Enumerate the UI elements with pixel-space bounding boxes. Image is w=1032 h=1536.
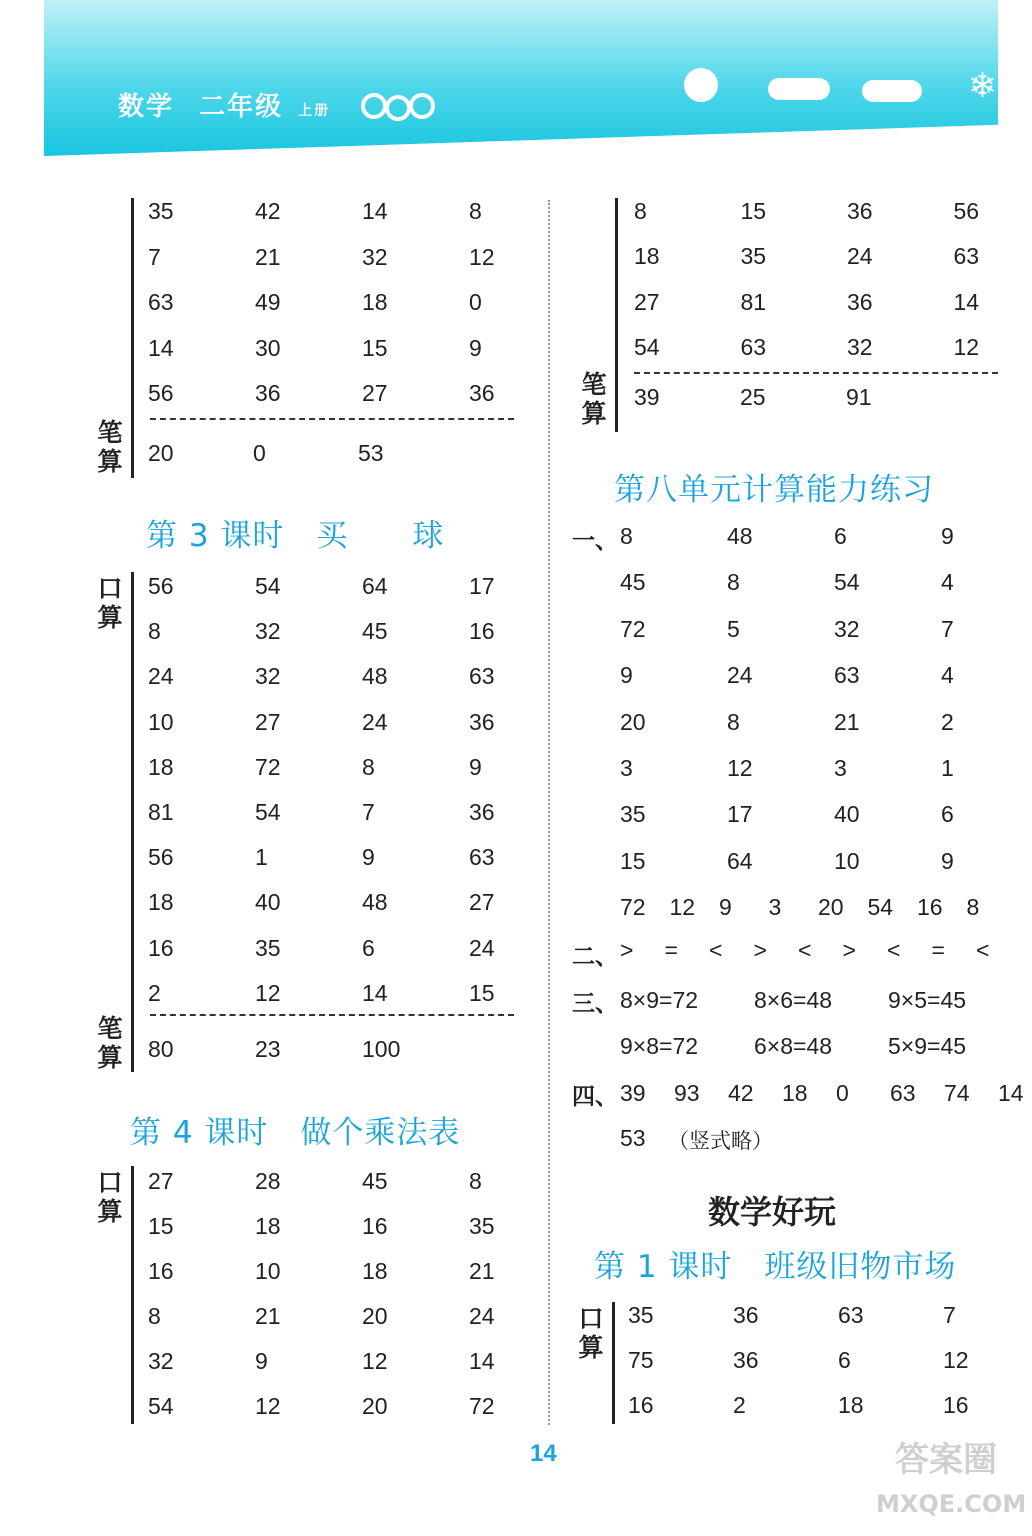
answer-value: 81 [740,288,767,315]
answer-value: = [931,937,945,963]
answer-value: 56 [148,844,174,871]
answer-value: 54 [255,799,281,825]
answer-value: 36 [469,799,495,825]
answer-value: 32 [834,615,860,642]
answer-value: 10 [255,1258,281,1284]
rings-icon [360,88,436,124]
answer-value: 6×8=48 [754,1033,833,1059]
answer-value: 8 [727,708,740,735]
book-title [118,86,330,123]
answer-value: 32 [255,618,281,645]
answer-value: 45 [362,1168,388,1194]
answer-value: 24 [469,934,495,961]
answer-value: 63 [953,243,980,270]
answer-value: 36 [733,1347,759,1373]
answer-value: 16 [148,934,174,961]
answer-value: 12 [255,979,281,1006]
header-banner [44,0,998,156]
answer-value: 20 [362,1393,388,1419]
answer-value: 75 [628,1347,654,1373]
answer-value: 8 [148,1303,161,1329]
answer-value: 21 [834,708,860,735]
answer-value: 35 [740,243,767,270]
mental-label: 口 算 [97,1168,123,1226]
answer-value: 16 [469,618,495,645]
answer-value: 80 [148,1036,174,1062]
answer-value: 27 [634,288,660,315]
part4-note: （竖式略） [668,1130,773,1153]
answer-value: 16 [628,1392,654,1418]
answer-value: 35 [620,801,646,828]
answer-value: 56 [953,198,980,224]
answer-value: 16 [943,1392,969,1418]
answer-value: 10 [148,708,174,735]
answer-value: 28 [255,1168,281,1194]
answer-value: 32 [847,333,873,360]
answer-value: 18 [634,243,660,270]
cloud-icon [862,80,922,102]
answer-value: 0 [469,289,482,315]
answer-value: 63 [148,289,174,315]
answer-value: 14 [148,334,174,361]
answer-value: 36 [469,708,495,735]
answer-value: 36 [847,198,873,224]
answer-value: 27 [469,889,495,916]
answer-value: 21 [469,1258,495,1284]
answer-value: < [709,937,723,963]
answer-value: 9 [719,894,732,920]
answer-value: 35 [628,1302,654,1328]
answer-value: 93 [674,1080,700,1106]
part2-prefix: 二、 [572,944,618,970]
answer-value: 32 [255,663,281,690]
answer-value: 6 [941,801,954,828]
bracket-line [612,1302,615,1424]
answer-value: 25 [740,384,766,410]
answer-value: 48 [362,663,388,690]
answer-value: 1 [255,844,268,871]
part1-prefix: 一、 [572,528,618,554]
answer-value: 15 [469,979,495,1006]
answer-value: 9×8=72 [620,1033,699,1059]
answer-value: 40 [834,801,860,828]
written-label: 笔 算 [581,370,607,428]
answer-value: 30 [255,334,281,361]
answer-value: 24 [469,1303,495,1329]
fun-lesson1-title: 第 1 课时 班级旧物市场 [594,1249,957,1285]
answer-value: 12 [255,1393,281,1419]
lesson3-title: 第 3 课时 买 球 [146,518,445,554]
answer-value: 18 [362,289,388,315]
watermark: 答案圈 MXQE.COM [876,1440,1027,1518]
answer-value: 18 [148,753,174,780]
answer-value: 20 [620,708,646,735]
answer-value: 54 [834,569,860,596]
bracket-line [615,198,618,432]
cloud-icon [768,78,830,100]
answer-value: > [753,937,767,963]
answer-value: 40 [255,889,281,916]
answer-value: 8×6=48 [754,987,833,1013]
answer-value: 54 [634,333,660,360]
answer-value: 9 [941,847,954,874]
mental-label: 口 算 [578,1304,604,1362]
answer-value: 4 [941,569,954,596]
snowflake-icon: ❄ [968,66,997,106]
answer-value: 63 [890,1080,916,1106]
answer-value: 8 [148,618,161,645]
answer-value: 32 [148,1348,174,1374]
answer-value: 54 [148,1393,174,1419]
answer-value: 16 [362,1213,388,1239]
answer-value: 8 [634,198,647,224]
answer-value: 63 [469,663,495,690]
answer-value: 8 [966,894,980,920]
answer-value: 72 [620,615,646,642]
answer-value: 27 [362,380,388,406]
answer-value: 36 [469,380,495,406]
answer-value: 10 [834,847,860,874]
answer-value: 9 [941,523,954,549]
part3-prefix: 三、 [572,991,618,1017]
answer-value: 20 [148,440,174,466]
answer-value: 7 [941,615,954,642]
answer-value: 8 [469,1168,482,1194]
answer-value: 72 [255,753,281,780]
answer-value: 14 [362,979,388,1006]
answer-value: 7 [362,799,375,825]
answer-value: 63 [469,844,495,871]
answer-value: 12 [727,755,753,781]
answer-value: 18 [838,1392,864,1418]
answer-value: 12 [943,1347,969,1373]
answer-value: 24 [148,663,174,690]
answer-value: 45 [362,618,388,645]
answer-value: 36 [255,380,281,406]
answer-value: 17 [469,573,495,599]
answer-value: 24 [727,662,753,689]
answer-value: 6 [834,523,847,549]
answer-value: 64 [362,573,388,599]
bracket-line [131,1166,134,1424]
answer-value: 18 [362,1258,388,1284]
answer-value: 42 [728,1080,754,1106]
dashed-separator [150,1014,514,1016]
answer-value: < [887,937,901,963]
answer-value: 91 [846,384,872,410]
answer-value: 23 [255,1036,281,1062]
answer-value: 54 [867,894,894,920]
answer-value: 0 [253,440,266,466]
answer-value: > [842,937,856,963]
answer-value: 35 [255,934,281,961]
answer-value: 18 [782,1080,808,1106]
answer-value: 74 [944,1080,970,1106]
answer-value: 53 [358,440,384,466]
answer-value: 72 [620,894,646,920]
grade-label: 二年级 [199,92,284,122]
answer-value: 8 [727,569,740,596]
volume-label: 上册 [298,103,331,119]
answer-value: 6 [838,1347,851,1373]
answer-value: 1 [941,755,954,781]
answer-value: 8×9=72 [620,987,699,1013]
answer-value: 56 [148,380,174,406]
unit8-title: 第八单元计算能力练习 [614,472,934,508]
part4-extra: 53 [620,1125,646,1151]
answer-value: 100 [362,1036,401,1062]
answer-value: 12 [362,1348,388,1374]
dashed-separator [150,418,514,420]
answer-value: 14 [469,1348,495,1374]
answer-value: > [620,937,634,963]
answer-value: 6 [362,934,375,961]
answer-value: 56 [148,573,174,599]
answer-value: < [976,937,990,963]
answer-value: 36 [733,1302,759,1328]
answer-value: 2 [941,708,954,735]
answer-value: 54 [255,573,281,599]
answer-value: 35 [148,198,174,224]
answer-value: 9 [255,1348,268,1374]
answer-value: 39 [634,384,660,410]
answer-value: 72 [469,1393,495,1419]
answer-value: 8 [620,523,633,549]
answer-value: 2 [733,1392,746,1418]
answer-value: 15 [740,198,767,224]
page-number: 14 [530,1440,557,1467]
answer-value: 27 [255,708,281,735]
answer-value: 3 [768,894,782,920]
answer-value: 20 [818,894,844,920]
answer-value: 8 [469,198,482,224]
written-label: 笔 算 [97,1014,123,1072]
answer-value: 7 [943,1302,956,1328]
answer-value: 63 [838,1302,864,1328]
answer-value: 9×5=45 [888,987,967,1013]
answer-value: 15 [362,334,388,361]
answer-value: 9 [469,753,482,780]
answer-value: 45 [620,569,646,596]
answer-value: 2 [148,979,161,1006]
answer-value: 63 [740,333,767,360]
answer-value: 17 [727,801,753,828]
answer-value: 4 [941,662,954,689]
answer-value: 12 [669,894,696,920]
answer-value: 24 [362,708,388,735]
answer-value: 9 [469,334,482,361]
answer-value: 14 [953,288,980,315]
answer-value: 3 [834,755,847,781]
answer-value: 21 [255,243,281,270]
answer-value: 27 [148,1168,174,1194]
answer-value: 9 [362,844,375,871]
sun-icon [684,68,718,102]
lesson4-title: 第 4 课时 做个乘法表 [130,1115,461,1151]
answer-value: 42 [255,198,281,224]
answer-value: 35 [469,1213,495,1239]
answer-value: 24 [847,243,873,270]
answer-value: 14 [362,198,388,224]
answer-value: 5×9=45 [888,1033,967,1059]
written-label: 笔 算 [97,418,123,476]
dashed-separator [634,372,998,374]
answer-value: 15 [620,847,646,874]
subject-label: 数学 [118,92,175,122]
answer-value: 63 [834,662,860,689]
fun-heading: 数学好玩 [708,1193,837,1231]
answer-value: < [798,937,812,963]
answer-value: 18 [255,1213,281,1239]
answer-value: 39 [620,1080,646,1106]
answer-value: 3 [620,755,633,781]
bracket-line [131,198,134,478]
answer-value: 15 [148,1213,174,1239]
answer-value: 49 [255,289,281,315]
mental-label: 口 算 [97,574,123,632]
answer-value: 16 [917,894,943,920]
answer-value: 32 [362,243,388,270]
answer-value: 7 [148,243,161,270]
answer-value: = [664,937,678,963]
answer-value: 36 [847,288,873,315]
answer-value: 18 [148,889,174,916]
part4-prefix: 四、 [572,1084,618,1110]
answer-value: 9 [620,662,633,689]
column-divider [548,200,550,1425]
answer-value: 12 [469,243,495,270]
answer-value: 48 [727,523,753,549]
answer-value: 48 [362,889,388,916]
answer-value: 20 [362,1303,388,1329]
answer-value: 8 [362,753,375,780]
answer-value: 14 [998,1080,1024,1106]
bracket-line [131,572,134,1072]
answer-value: 81 [148,799,174,825]
answer-value: 0 [836,1080,849,1106]
answer-value: 12 [953,333,980,360]
answer-value: 21 [255,1303,281,1329]
answer-value: 64 [727,847,753,874]
answer-value: 5 [727,615,740,642]
answer-value: 16 [148,1258,174,1284]
